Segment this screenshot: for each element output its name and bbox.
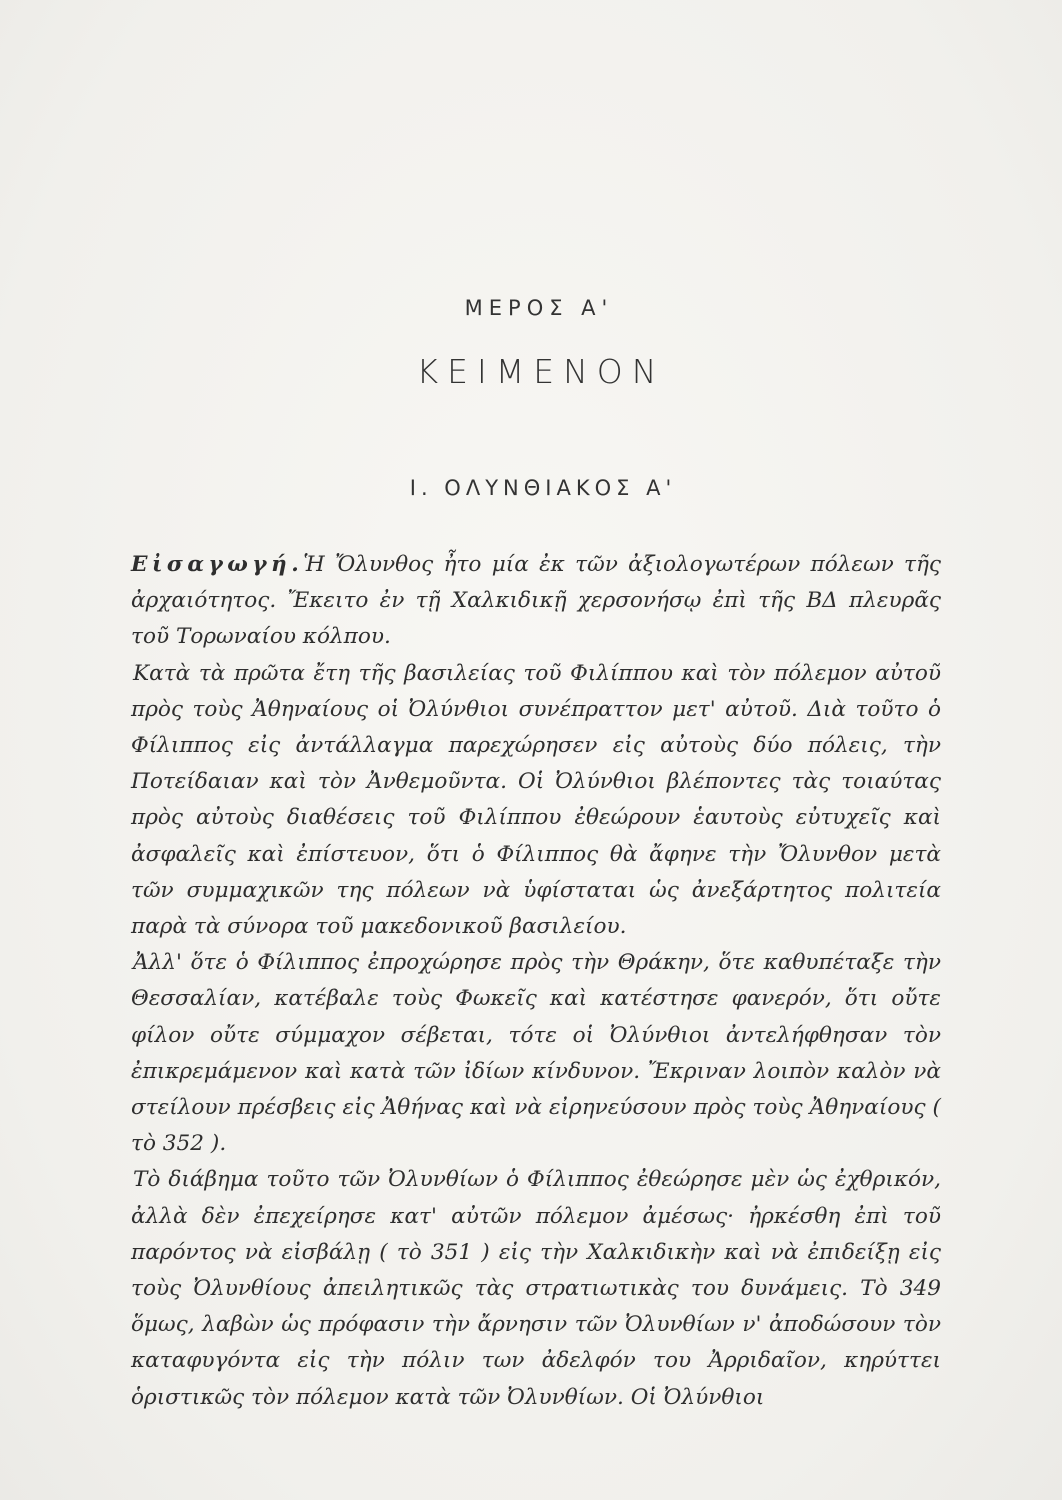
paragraph-text: Ἡ Ὄλυνθος ἦτο μία ἐκ τῶν ἀξιολογωτέρων πόλεων τῆς ἀρχαιότητος. Ἔκειτο ἐν τῇ Χαλκιδικῇ χερσονήσῳ ἐπὶ τῆς ΒΔ πλευρᾶς τοῦ Τορωναίου κόλπου.	[131, 552, 941, 650]
main-text	[131, 547, 941, 1416]
intro-paragraph	[131, 547, 941, 656]
section-heading: ΚΕΙΜΕΝΟΝ	[416, 352, 666, 391]
chapter-title: Ι. ΟΛΥΝΘΙΑΚΟΣ Α'	[409, 476, 677, 500]
part-heading: ΜΕΡΟΣ Α'	[464, 296, 614, 320]
paragraph: Κατὰ τὰ πρῶτα ἔτη τῆς βασιλείας τοῦ Φιλίππου καὶ τὸν πόλεμον αὐτοῦ πρὸς τοὺς Ἀθηναίους οἱ Ὀλύνθιοι συνέπραττον μετ' αὐτοῦ. Διὰ τοῦτο ὁ Φίλιππος εἰς ἀντάλλαγμα παρεχώρησεν εἰς αὐτοὺς δύο πόλεις, τὴν Ποτείδαιαν καὶ τὸν Ἀνθεμοῦντα. Οἱ Ὀλύνθιοι βλέποντες τὰς τοιαύτας πρὸς αὐτοὺς διαθέσεις τοῦ Φιλίππου ἐθεώρουν ἑαυτοὺς εὐτυχεῖς καὶ ἀσφαλεῖς καὶ ἐπίστευον, ὅτι ὁ Φίλιππος θὰ ἄφηνε τὴν Ὄλυνθον μετὰ τῶν συμμαχικῶν της πόλεων νὰ ὑφίσταται ὡς ἀνεξάρτητος πολιτεία παρὰ τὰ σύνορα τοῦ μακεδονικοῦ βασιλείου.	[131, 660, 941, 940]
intro-label: Εἰσαγωγή.	[131, 552, 304, 577]
paragraph: Ἀλλ' ὅτε ὁ Φίλιππος ἐπροχώρησε πρὸς τὴν Θράκην, ὅτε καθυπέταξε τὴν Θεσσαλίαν, κατέβαλε τοὺς Φωκεῖς καὶ κατέστησε φανερόν, ὅτι οὔτε φίλον οὔτε σύμμαχον σέβεται, τότε οἱ Ὀλύνθιοι ἀντελήφθησαν τὸν ἐπικρεμάμενον καὶ κατὰ τῶν ἰδίων κίνδυνον. Ἔκριναν λοιπὸν καλὸν νὰ στείλουν πρέσβεις εἰς Ἀθήνας καὶ νὰ εἰρηνεύσουν πρὸς τοὺς Ἀθηναίους ( τὸ 352 ).	[131, 950, 941, 1157]
paragraph: Τὸ διάβημα τοῦτο τῶν Ὀλυνθίων ὁ Φίλιππος ἐθεώρησε μὲν ὡς ἐχθρικόν, ἀλλὰ δὲν ἐπεχείρησε κατ' αὐτῶν πόλεμον ἀμέσως· ἠρκέσθη ἐπὶ τοῦ παρόντος νὰ εἰσβάλῃ ( τὸ 351 ) εἰς τὴν Χαλκιδικὴν καὶ νὰ ἐπιδείξῃ εἰς τοὺς Ὀλυνθίους ἀπειλητικῶς τὰς στρατιωτικὰς του δυνάμεις. Τὸ 349 ὅμως, λαβὼν ὡς πρόφασιν τὴν ἄρνησιν τῶν Ὀλυνθίων ν' ἀποδώσουν τὸν καταφυγόντα εἰς τὴν πόλιν των ἀδελφόν του Ἀρριδαῖον, κηρύττει ὁριστικῶς τὸν πόλεμον κατὰ τῶν Ὀλυνθίων. Οἱ Ὀλύνθιοι	[131, 1167, 941, 1410]
